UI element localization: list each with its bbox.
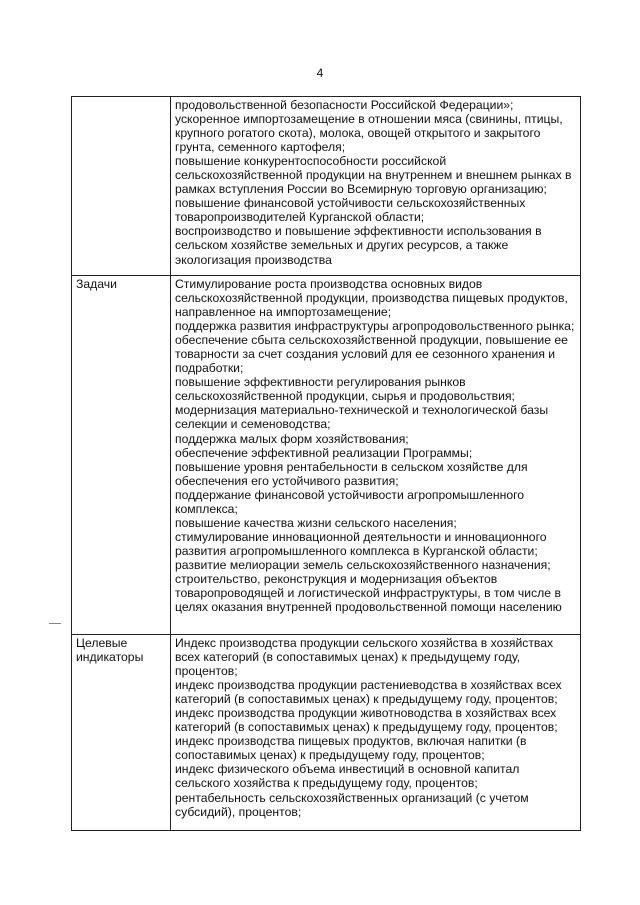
text-line: направленное на импортозамещение;	[175, 305, 392, 320]
text-line: подработки;	[175, 361, 244, 376]
text-line: сопоставимых ценах) к предыдущему году, процентов;	[175, 748, 485, 763]
text-line: комплекса;	[175, 501, 238, 516]
text-line: сельском хозяйстве земельных и других ресурсов, а также	[175, 238, 509, 253]
text-line: всех категорий (в сопоставимых ценах) к предыдущему году,	[175, 650, 521, 665]
program-passport-table	[71, 96, 581, 831]
text-line: обеспечение эффективной реализации Программы;	[175, 445, 473, 460]
margin-mark	[49, 623, 61, 624]
text-line: товарности за счет создания условий для ее сезонного хранения и	[175, 347, 556, 362]
text-line: товаропроводящей и логистической инфраструктуры, в том числе в	[175, 586, 561, 601]
row-label-cell	[72, 276, 171, 635]
text-line: ускоренное импортозамещение в отношении мяса (свинины, птицы,	[175, 112, 563, 127]
text-line: рамках вступления России во Всемирную торговую организацию;	[175, 182, 547, 197]
text-line: поддержание финансовой устойчивости агропромышленного	[175, 487, 525, 502]
text-line: сельскохозяйственной продукции, сырья и продовольствия;	[175, 389, 515, 404]
row-label-cell	[72, 635, 171, 831]
text-line: повышение конкурентоспособности российской	[175, 154, 447, 169]
text-line: индекс производства пищевых продуктов, включая напитки (в	[175, 734, 527, 749]
text-line: повышение эффективности регулирования рынков	[175, 375, 466, 390]
text-line: категорий (в сопоставимых ценах) к предыдущему году, процентов;	[175, 692, 558, 707]
text-line: грунта, семенного картофеля;	[175, 140, 346, 155]
row-text-cell	[171, 635, 581, 831]
text-line: субсидий), процентов;	[175, 804, 302, 819]
text-line: селекции и семеноводства;	[175, 417, 331, 432]
text-line: стимулирование инновационной деятельности и инновационного	[175, 529, 547, 544]
text-line: модернизация материально-технической и технологической базы	[175, 403, 549, 418]
text-line: развитие мелиорации земель сельскохозяйственного назначения;	[175, 557, 551, 572]
text-line: развития агропромышленного комплекса в Курганской области;	[175, 543, 538, 558]
row-label: Задачи	[76, 277, 117, 291]
row-label: Целевые	[76, 636, 128, 650]
text-line: индекс производства продукции растениеводства в хозяйствах всех	[175, 678, 562, 693]
text-line: обеспечения его устойчивого развития;	[175, 473, 399, 488]
table-row	[72, 97, 581, 276]
text-line: Индекс производства продукции сельского хозяйства в хозяйствах	[175, 636, 554, 650]
row-label: индикаторы	[76, 650, 144, 665]
text-line: товаропроизводителей Курганской области;	[175, 210, 425, 225]
text-line: категорий (в сопоставимых ценах) к предыдущему году, процентов;	[175, 720, 558, 735]
row-label-cell	[72, 97, 171, 276]
text-line: сельского хозяйства к предыдущему году, процентов;	[175, 776, 478, 791]
table-row	[72, 276, 581, 635]
page-number: 4	[316, 66, 324, 80]
text-line: индекс производства продукции животноводства в хозяйствах всех	[175, 706, 557, 721]
text-line: повышение качества жизни сельского населения;	[175, 515, 457, 530]
text-line: поддержка развития инфраструктуры агропродовольственного рынка;	[175, 319, 575, 334]
text-line: продовольственной безопасности Российской Федерации»;	[175, 98, 514, 112]
text-line: экологизация производства	[175, 252, 332, 267]
text-line: индекс физического объема инвестиций в основной капитал	[175, 762, 520, 777]
text-line: крупного рогатого скота), молока, овощей открытого и закрытого	[175, 126, 541, 141]
text-line: процентов;	[175, 664, 238, 679]
text-line: рентабельность сельскохозяйственных организаций (с учетом	[175, 790, 529, 805]
text-line: целях оказания внутренней продовольственной помощи населению	[175, 600, 562, 615]
text-line: воспроизводство и повышение эффективности использования в	[175, 224, 542, 239]
table-row	[72, 635, 581, 831]
text-line: повышение уровня рентабельности в сельском хозяйстве для	[175, 459, 528, 474]
text-line: сельскохозяйственной продукции, производства пищевых продуктов,	[175, 291, 568, 306]
row-text-cell	[171, 97, 581, 276]
text-line: повышение финансовой устойчивости сельскохозяйственных	[175, 196, 526, 211]
text-line: обеспечение сбыта сельскохозяйственной продукции, повышение ее	[175, 333, 568, 348]
row-text-cell	[171, 276, 581, 635]
text-line: строительство, реконструкция и модернизация объектов	[175, 571, 498, 586]
text-line: поддержка малых форм хозяйствования;	[175, 431, 409, 446]
text-line: сельскохозяйственной продукции на внутреннем и внешнем рынках в	[175, 168, 572, 183]
text-line: Стимулирование роста производства основных видов	[175, 277, 483, 291]
